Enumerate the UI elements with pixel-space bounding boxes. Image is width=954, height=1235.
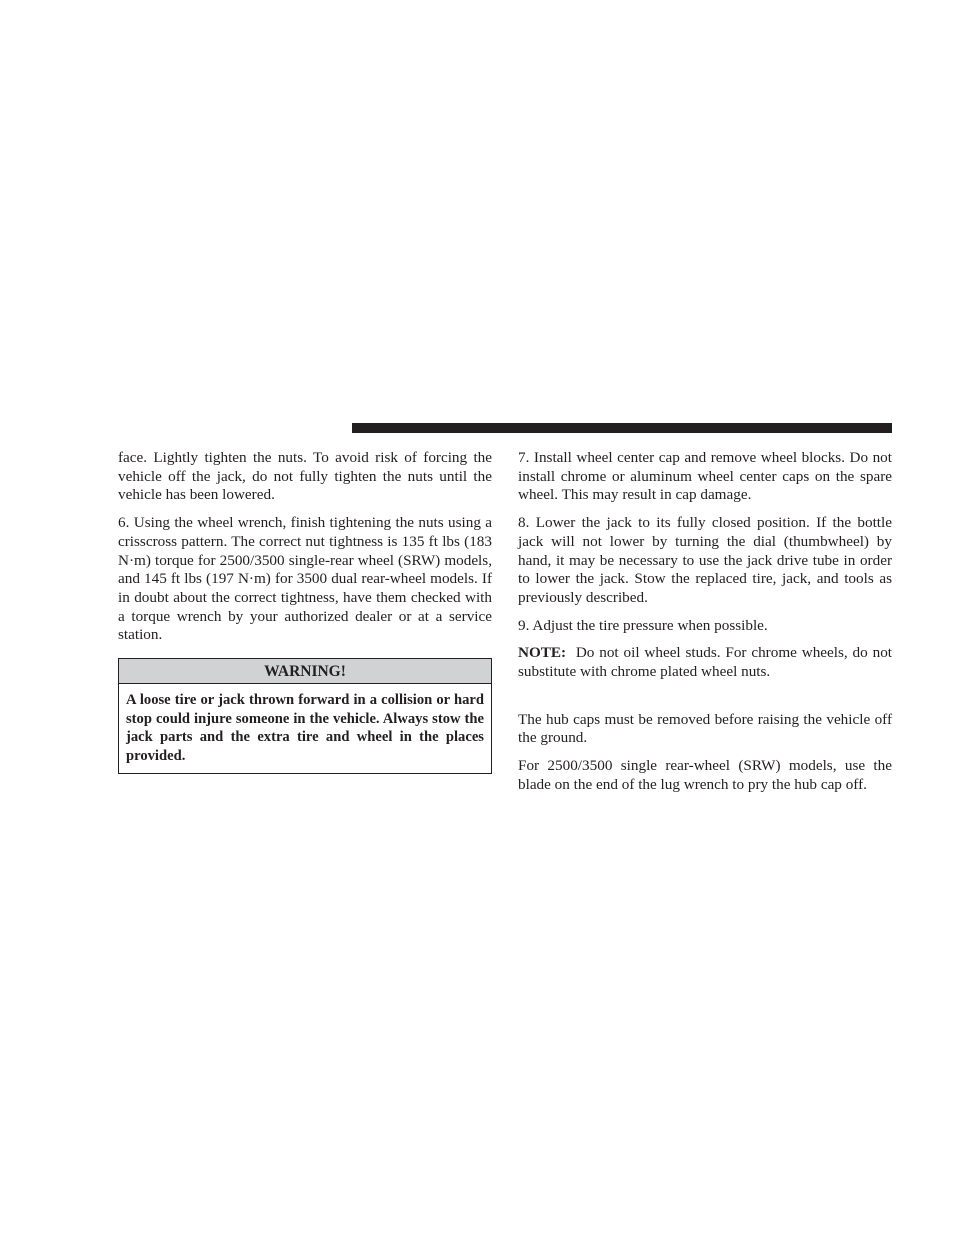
hub-cap-paragraph-1: The hub caps must be removed before raising the vehicle off the ground. bbox=[518, 710, 892, 747]
continued-paragraph: face. Lightly tighten the nuts. To avoid risk of forcing the vehicle off the jack, do not fully tighten the nuts until the vehicle has been lowered. bbox=[118, 449, 492, 504]
section-header-rule bbox=[352, 423, 892, 433]
hub-cap-paragraph-2: For 2500/3500 single rear-wheel (SRW) models, use the blade on the end of the lug wrench to pry the hub cap off. bbox=[518, 757, 892, 793]
warning-title: WARNING! bbox=[119, 659, 491, 684]
note-paragraph bbox=[518, 644, 892, 681]
warning-box bbox=[118, 658, 492, 774]
section-gap bbox=[518, 691, 892, 711]
warning-text: A loose tire or jack thrown forward in a collision or hard stop could injure someone in the vehicle. Always stow the jack parts and the extra tire and wheel in the places provided. bbox=[126, 692, 484, 764]
step-8-paragraph: 8. Lower the jack to its fully closed position. If the bottle jack will not lower by turning the dial (thumbwheel) by hand, it may be necessary to use the jack drive tube in order to lower the jack. Stow the replaced tire, jack, and tools as previously described. bbox=[518, 514, 892, 606]
step-6-paragraph: 6. Using the wheel wrench, finish tightening the nuts using a crisscross pattern. The correct nut tightness is 135 ft lbs (183 N·m) torque for 2500/3500 single-rear wheel (SRW) models, and 145 ft lbs (197 N·m) for 3500 dual rear-wheel models. If in doubt about the correct tightness, have them checked with a torque wrench by your authorized dealer or at a service station. bbox=[118, 514, 492, 644]
right-column bbox=[518, 449, 892, 804]
left-column bbox=[118, 449, 492, 774]
step-7-paragraph: 7. Install wheel center cap and remove wheel blocks. Do not install chrome or aluminum wheel center caps on the spare wheel. This may result in cap damage. bbox=[518, 449, 892, 504]
step-9-paragraph: 9. Adjust the tire pressure when possible. bbox=[518, 616, 768, 634]
note-label: NOTE: bbox=[518, 644, 567, 662]
note-text: Do not oil wheel studs. For chrome wheels, do not substitute with chrome plated wheel nuts. bbox=[518, 644, 893, 681]
